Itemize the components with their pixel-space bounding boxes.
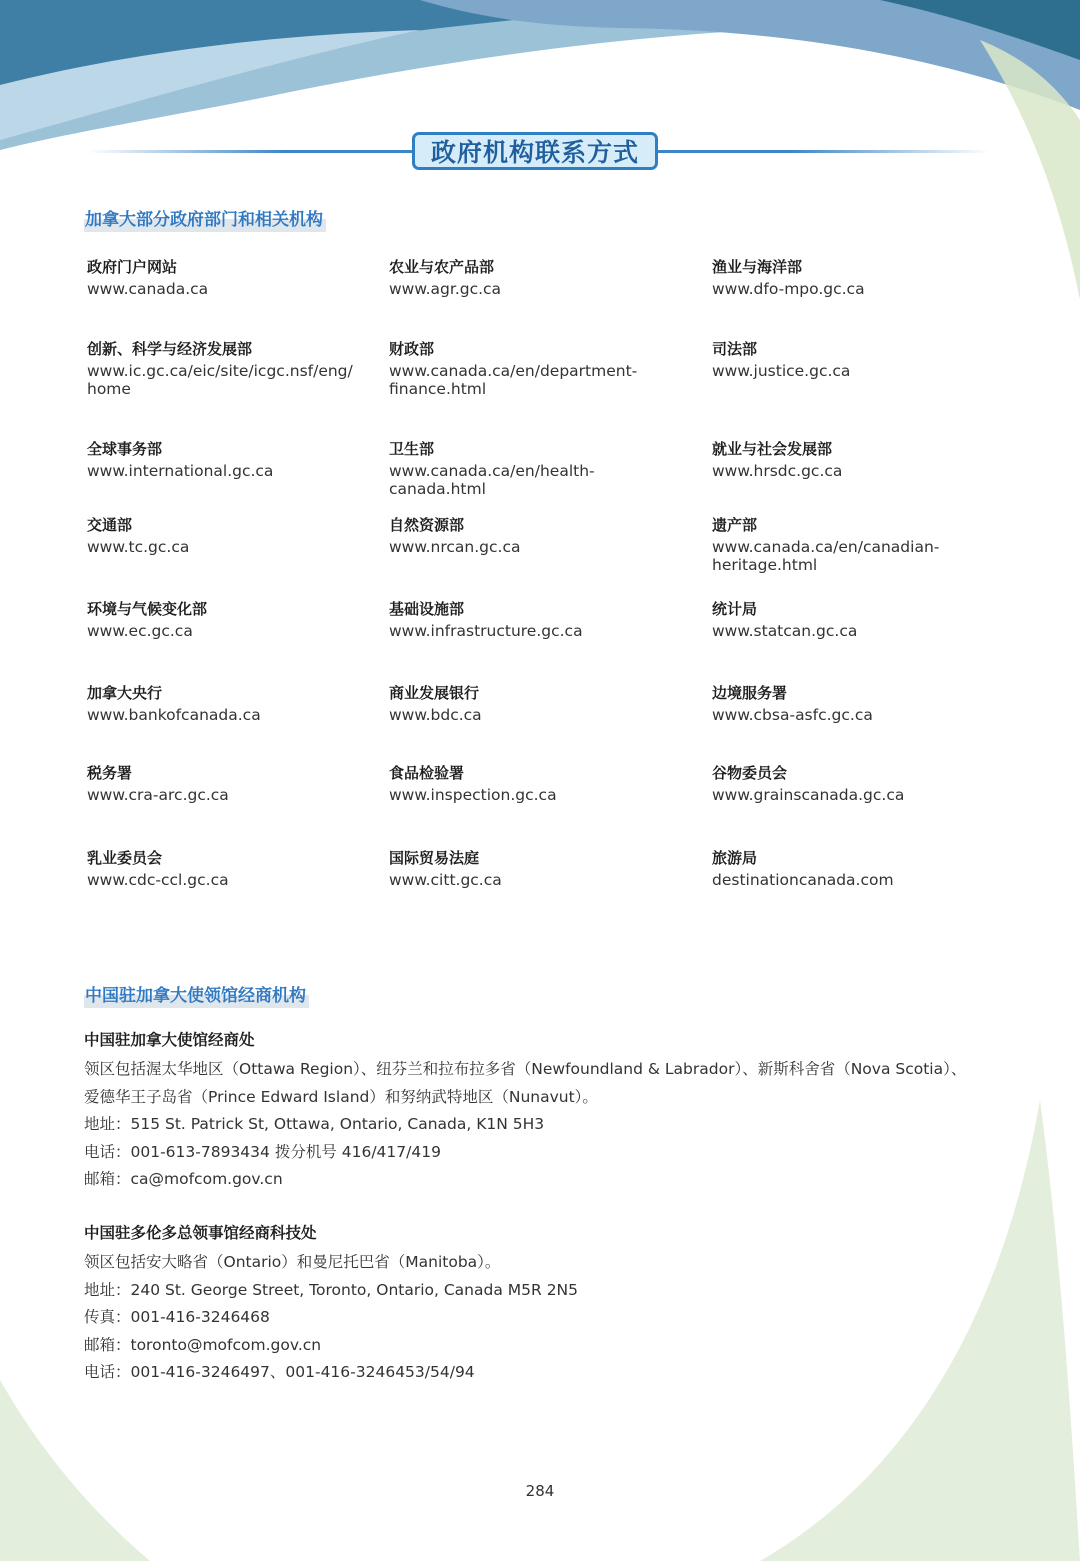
agency-name: 交通部	[87, 516, 133, 534]
agency-url[interactable]: www.inspection.gc.ca	[389, 786, 557, 804]
contact-line: 爱德华王子岛省（Prince Edward Island）和努纳武特地区（Nunavut）。	[84, 1087, 598, 1106]
agency-name: 商业发展银行	[389, 684, 480, 702]
agency-url[interactable]: www.cra-arc.gc.ca	[87, 786, 229, 804]
agency-url[interactable]: www.canada.ca/en/canadian-heritage.html	[712, 538, 940, 574]
agency-item	[87, 763, 387, 804]
page-title-banner	[412, 132, 658, 170]
contact-line: 领区包括安大略省（Ontario）和曼尼托巴省（Manitoba）。	[84, 1253, 501, 1271]
agency-name: 财政部	[389, 340, 435, 358]
title-rule-right	[656, 150, 990, 153]
agency-item	[389, 339, 639, 398]
agency-item	[712, 339, 1012, 380]
agency-item	[389, 683, 689, 724]
agency-item	[389, 848, 689, 889]
contact-phone: 电话：001-613-7893434 拨分机号 416/417/419	[84, 1142, 441, 1161]
agency-url[interactable]: www.hrsdc.gc.ca	[712, 462, 843, 480]
agency-name: 国际贸易法庭	[389, 849, 480, 867]
agency-name: 边境服务署	[712, 684, 788, 702]
agency-url[interactable]: www.justice.gc.ca	[712, 362, 851, 380]
agency-url[interactable]: www.bdc.ca	[389, 706, 482, 724]
agency-name: 统计局	[712, 600, 758, 618]
contact-email[interactable]: 邮箱：ca@mofcom.gov.cn	[84, 1170, 283, 1188]
agency-name: 司法部	[712, 340, 758, 358]
agency-name: 环境与气候变化部	[87, 600, 208, 618]
contact-address: 地址：515 St. Patrick St, Ottawa, Ontario, Canada, K1N 5H3	[84, 1115, 545, 1133]
agency-item	[87, 848, 387, 889]
agency-url[interactable]: www.agr.gc.ca	[389, 280, 502, 298]
agency-url[interactable]: www.cdc-ccl.gc.ca	[87, 871, 229, 889]
agency-name: 卫生部	[389, 440, 435, 458]
contact-email[interactable]: 邮箱：toronto@mofcom.gov.cn	[84, 1335, 322, 1354]
agency-item	[712, 515, 1007, 574]
agency-url[interactable]: www.statcan.gc.ca	[712, 622, 858, 640]
agency-url[interactable]: www.canada.ca/en/department-finance.html	[389, 362, 638, 398]
contact-block-toronto	[84, 1221, 1004, 1387]
agency-item	[712, 683, 1012, 724]
contact-line: 领区包括渥太华地区（Ottawa Region）、纽芬兰和拉布拉多省（Newfoundland & Labrador）、新斯科舍省（Nova Scotia）、	[84, 1060, 967, 1078]
agency-name: 政府门户网站	[87, 258, 178, 276]
agency-url[interactable]: www.ec.gc.ca	[87, 622, 193, 640]
agency-url[interactable]: www.tc.gc.ca	[87, 538, 190, 556]
agency-name: 食品检验署	[389, 764, 465, 782]
agency-name: 全球事务部	[87, 440, 163, 458]
agency-item	[712, 599, 1012, 640]
agency-url[interactable]: www.dfo-mpo.gc.ca	[712, 280, 865, 298]
agency-item	[87, 683, 387, 724]
agency-name: 创新、科学与经济发展部	[87, 340, 253, 358]
agency-item	[87, 439, 387, 480]
agency-name: 就业与社会发展部	[712, 440, 833, 458]
agency-url[interactable]: www.ic.gc.ca/eic/site/icgc.nsf/eng/home	[87, 362, 353, 398]
agency-name: 谷物委员会	[712, 764, 788, 782]
agency-name: 农业与农产品部	[389, 258, 495, 276]
agency-item	[712, 257, 1012, 298]
agency-url[interactable]: www.canada.ca	[87, 280, 209, 298]
contact-block-embassy	[84, 1028, 1004, 1194]
contact-title: 中国驻多伦多总领事馆经商科技处	[84, 1224, 317, 1242]
agency-name: 旅游局	[712, 849, 758, 867]
agency-item	[712, 848, 1012, 889]
title-rule-left	[88, 150, 416, 153]
contact-title: 中国驻加拿大使馆经商处	[84, 1031, 255, 1049]
agency-item	[389, 257, 689, 298]
agency-item	[389, 515, 689, 556]
agency-name: 基础设施部	[389, 600, 465, 618]
agency-url[interactable]: www.grainscanada.gc.ca	[712, 786, 905, 804]
agency-item	[389, 599, 689, 640]
agency-name: 遗产部	[712, 516, 758, 534]
agency-item	[712, 439, 1012, 480]
page-number: 284	[525, 1482, 555, 1500]
agency-url[interactable]: www.nrcan.gc.ca	[389, 538, 521, 556]
agency-name: 加拿大央行	[87, 684, 163, 702]
agency-url[interactable]: www.international.gc.ca	[87, 462, 274, 480]
agency-item	[389, 763, 689, 804]
agency-name: 自然资源部	[389, 516, 465, 534]
agency-item	[87, 339, 357, 398]
agency-item	[87, 257, 387, 298]
agency-name: 乳业委员会	[87, 849, 163, 867]
section-heading-embassy: 中国驻加拿大使领馆经商机构	[84, 979, 309, 1008]
agency-url[interactable]: www.infrastructure.gc.ca	[389, 622, 583, 640]
contact-fax: 传真：001-416-3246468	[84, 1308, 270, 1326]
contact-address: 地址：240 St. George Street, Toronto, Ontario, Canada M5R 2N5	[84, 1280, 579, 1299]
page-title: 政府机构联系方式	[430, 138, 639, 167]
agency-url[interactable]: www.citt.gc.ca	[389, 871, 502, 889]
agency-item	[712, 763, 1012, 804]
agency-item	[87, 599, 387, 640]
contact-phone: 电话：001-416-3246497、001-416-3246453/54/94	[84, 1363, 475, 1381]
agency-name: 税务署	[87, 764, 133, 782]
agency-url[interactable]: www.cbsa-asfc.gc.ca	[712, 706, 873, 724]
agency-url[interactable]: destinationcanada.com	[712, 871, 894, 889]
agency-url[interactable]: www.bankofcanada.ca	[87, 706, 261, 724]
section-heading-agencies: 加拿大部分政府部门和相关机构	[84, 203, 326, 232]
agency-name: 渔业与海洋部	[712, 258, 803, 276]
agency-item	[87, 515, 387, 556]
agency-item	[389, 439, 664, 498]
agency-url[interactable]: www.canada.ca/en/health-canada.html	[389, 462, 595, 498]
